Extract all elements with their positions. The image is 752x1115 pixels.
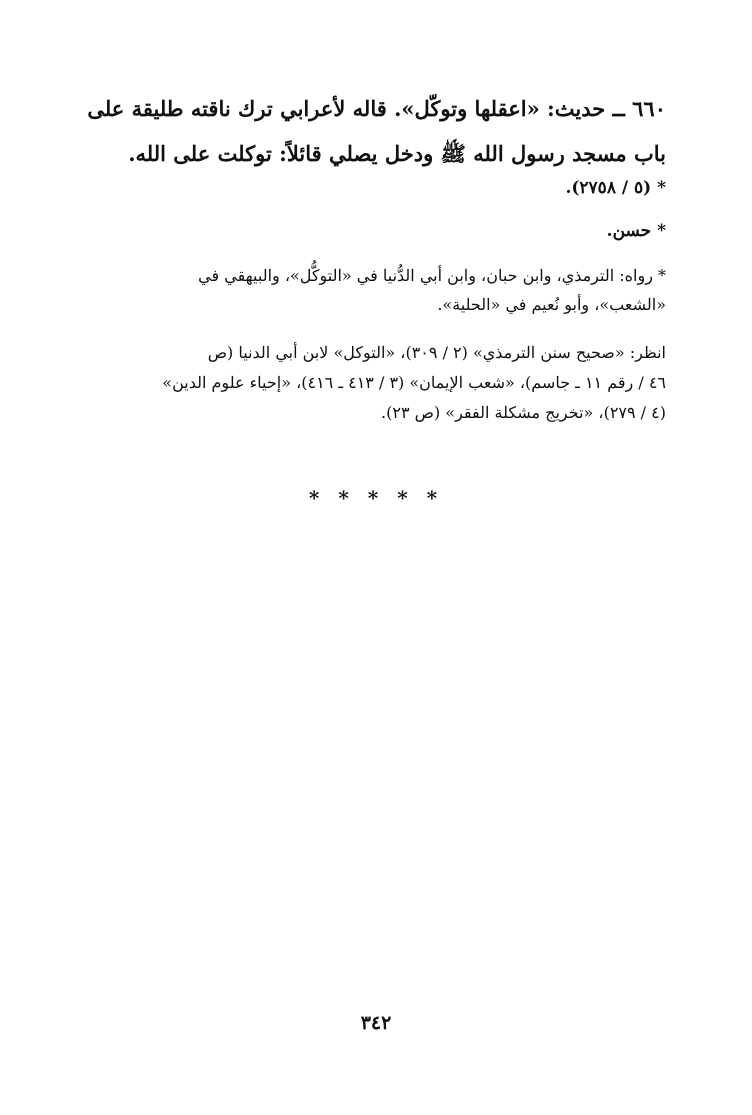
hadith-text-line-2: باب مسجد رسول الله ﷺ ودخل يصلي قائلاً: توكلت على الله. bbox=[128, 141, 666, 166]
hadith-grade: * حسن. bbox=[606, 221, 666, 241]
page-number: ٣٤٢ bbox=[360, 1012, 392, 1034]
narrators-line-1: * رواه: الترمذي، وابن حبان، وابن أبي الدُّنيا في «التوكُّل»، والبيهقي في bbox=[198, 266, 666, 285]
see-also-line-2: ٤٦ / رقم ١١ ـ جاسم)، «شعب الإيمان» (٣ / ٤١٣ ـ ٤١٦)، «إحياء علوم الدين» bbox=[162, 373, 666, 392]
see-also-note bbox=[84, 338, 666, 428]
see-also-line-1: انظر: «صحيح سنن الترمذي» (٢ / ٣٠٩)، «التوكل» لابن أبي الدنيا (ص bbox=[207, 343, 666, 362]
narrators-note bbox=[84, 261, 666, 319]
hadith-text-line-1: ٦٦٠ ــ حديث: «اعقلها وتوكّل». قاله لأعرابي ترك ناقته طليقة على bbox=[87, 96, 666, 121]
see-also-line-3: (٤ / ٢٧٩)، «تخريج مشكلة الفقر» (ص ٢٣). bbox=[381, 403, 666, 422]
narrators-line-2: «الشعب»، وأبو نُعيم في «الحلية». bbox=[437, 295, 666, 314]
section-separator: * * * * * bbox=[308, 486, 444, 510]
hadith-reference: * (٥ / ٢٧٥٨). bbox=[565, 178, 666, 198]
hadith-entry bbox=[84, 86, 666, 176]
